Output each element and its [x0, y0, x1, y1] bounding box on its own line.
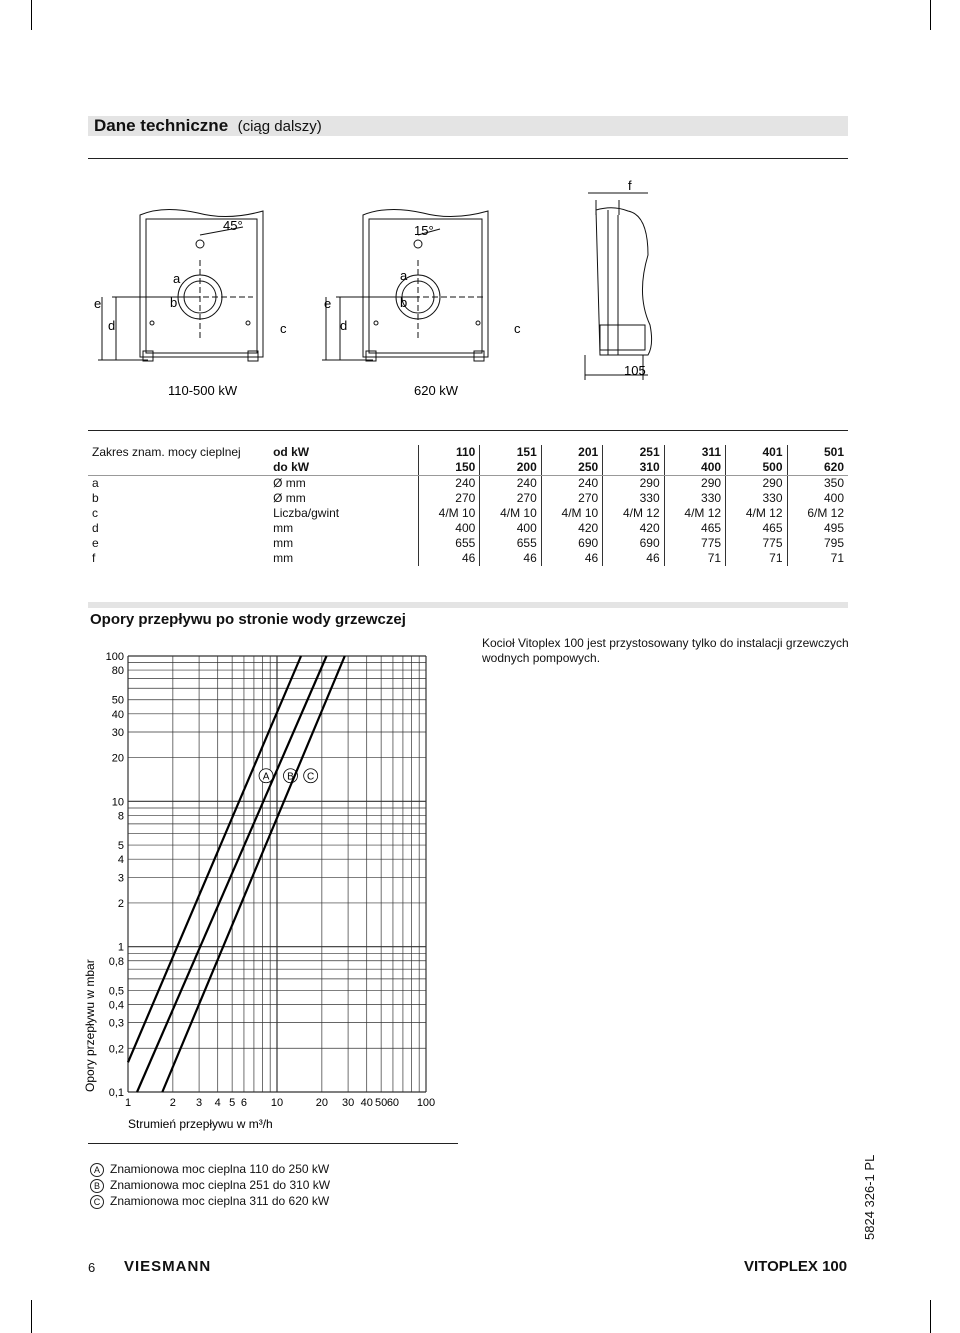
- spec-value: 290: [726, 476, 787, 492]
- spec-value: 290: [664, 476, 725, 492]
- model-label-2: 620 kW: [414, 383, 459, 398]
- divider: [88, 430, 848, 431]
- spec-row: [88, 491, 848, 506]
- spec-value: 401: [726, 445, 787, 460]
- spec-value: 311: [664, 445, 725, 460]
- dim-105: 105: [624, 363, 646, 378]
- dim-e: e: [94, 296, 102, 311]
- spec-unit: od kW: [273, 445, 310, 459]
- spec-key: [88, 460, 269, 476]
- spec-row: [88, 551, 848, 566]
- spec-value: 620: [787, 460, 848, 476]
- chart-legend: [90, 1162, 330, 1210]
- spec-value: 71: [787, 551, 848, 566]
- y-tick-label: 4: [117, 854, 124, 867]
- crop-mark: [31, 0, 32, 30]
- spec-value: 655: [418, 536, 479, 551]
- x-tick-label: 100: [416, 1097, 436, 1109]
- title-main: Dane techniczne: [94, 116, 229, 135]
- y-tick-label: 0,8: [108, 955, 124, 968]
- spec-key: b: [92, 491, 99, 505]
- series-label-A: A: [262, 771, 270, 783]
- spec-key: d: [92, 521, 99, 535]
- spec-value: 420: [541, 521, 602, 536]
- spec-unit: Ø mm: [273, 476, 306, 490]
- series-line-B: [137, 656, 326, 1092]
- y-tick-label: 3: [117, 872, 124, 885]
- spec-value: 110: [418, 445, 479, 460]
- y-tick-label: 5: [117, 840, 124, 853]
- spec-key: Zakres znam. mocy cieplnej: [92, 445, 241, 459]
- x-tick-label: 40: [360, 1097, 373, 1109]
- spec-value: 270: [418, 491, 479, 506]
- spec-value: 290: [603, 476, 664, 492]
- spec-value: 655: [480, 536, 541, 551]
- spec-value: 400: [664, 460, 725, 476]
- spec-row: [88, 506, 848, 521]
- spec-row: [88, 536, 848, 551]
- y-tick-label: 30: [111, 726, 124, 739]
- model-label-1: 110-500 kW: [168, 383, 238, 398]
- legend-item: [90, 1178, 330, 1194]
- spec-value: 465: [726, 521, 787, 536]
- spec-value: 4/M 12: [726, 506, 787, 521]
- pressure-drop-chart: [80, 640, 460, 1140]
- x-tick-label: 30: [341, 1097, 355, 1109]
- spec-value: 4/M 10: [480, 506, 541, 521]
- x-axis-label: Strumień przepływu w m³/h: [128, 1117, 273, 1131]
- spec-value: 330: [726, 491, 787, 506]
- angle-45-label: 45°: [223, 218, 243, 233]
- spec-value: 6/M 12: [787, 506, 848, 521]
- dim-c: c: [280, 321, 287, 336]
- page-number: 6: [88, 1260, 96, 1275]
- y-tick-label: 0,3: [108, 1017, 124, 1030]
- angle-15-label: 15°: [414, 223, 434, 238]
- legend-text: Znamionowa moc cieplna 110 do 250 kW: [110, 1162, 330, 1176]
- legend-item: [90, 1194, 330, 1210]
- divider: [88, 1143, 458, 1144]
- spec-value: 775: [664, 536, 725, 551]
- spec-value: 400: [418, 521, 479, 536]
- spec-value: 201: [541, 445, 602, 460]
- spec-value: 46: [541, 551, 602, 566]
- crop-mark: [930, 1300, 931, 1333]
- crop-mark: [31, 1300, 32, 1333]
- spec-row: [88, 460, 848, 476]
- legend-item: [90, 1162, 330, 1178]
- x-tick-label: 1: [124, 1097, 132, 1109]
- spec-unit: mm: [273, 551, 294, 565]
- y-tick-label: 80: [111, 665, 124, 678]
- series-label-C: C: [307, 771, 315, 783]
- legend-marker: C: [90, 1195, 104, 1209]
- legend-text: Znamionowa moc cieplna 251 do 310 kW: [110, 1178, 331, 1192]
- x-tick-label: 10: [270, 1097, 284, 1109]
- y-tick-label: 20: [111, 752, 124, 765]
- spec-value: 495: [787, 521, 848, 536]
- series-label-B: B: [287, 771, 294, 783]
- crop-mark: [930, 0, 931, 30]
- spec-value: 310: [603, 460, 664, 476]
- dim-d: d: [108, 318, 116, 333]
- spec-value: 690: [541, 536, 602, 551]
- spec-value: 46: [480, 551, 541, 566]
- legend-marker: B: [90, 1179, 104, 1193]
- dim-a: a: [173, 271, 181, 286]
- x-tick-label: 3: [196, 1097, 203, 1109]
- spec-unit: mm: [273, 521, 294, 535]
- dim-c-2: c: [514, 321, 521, 336]
- page-title: [94, 116, 322, 136]
- spec-value: 71: [664, 551, 725, 566]
- spec-value: 465: [664, 521, 725, 536]
- spec-unit: Liczba/gwint: [273, 506, 340, 520]
- spec-value: 46: [603, 551, 664, 566]
- dimension-drawings: [88, 175, 848, 405]
- series-line-C: [162, 656, 344, 1092]
- spec-value: 420: [603, 521, 664, 536]
- dim-f: f: [628, 178, 632, 193]
- spec-value: 240: [418, 476, 479, 492]
- spec-value: 150: [418, 460, 479, 476]
- dim-b: b: [170, 295, 178, 310]
- spec-key: a: [92, 476, 99, 490]
- spec-value: 151: [480, 445, 541, 460]
- spec-value: 46: [418, 551, 479, 566]
- legend-text: Znamionowa moc cieplna 311 do 620 kW: [110, 1194, 330, 1208]
- spec-value: 330: [603, 491, 664, 506]
- legend-marker: A: [90, 1163, 104, 1177]
- brand-logo: VIESMANN: [124, 1258, 212, 1275]
- x-tick-label: 20: [315, 1097, 328, 1109]
- spec-value: 250: [541, 460, 602, 476]
- spec-value: 4/M 12: [664, 506, 725, 521]
- y-tick-label: 1: [117, 941, 124, 954]
- spec-value: 501: [787, 445, 848, 460]
- spec-key: c: [92, 506, 98, 520]
- spec-value: 500: [726, 460, 787, 476]
- spec-unit: Ø mm: [273, 491, 306, 505]
- dim-b-2: b: [400, 295, 408, 310]
- y-tick-label: 0,4: [108, 999, 124, 1012]
- doc-code: 5824 326-1 PL: [862, 1154, 877, 1240]
- spec-unit: mm: [273, 536, 294, 550]
- section-bar: [88, 602, 848, 608]
- spec-row: [88, 476, 848, 492]
- y-tick-label: 0,2: [108, 1043, 124, 1056]
- spec-table: [88, 445, 848, 566]
- section-note: Kocioł Vitoplex 100 jest przystosowany tylko do instalacji grzewczych wodnych pompowych.: [482, 636, 849, 665]
- spec-value: 330: [664, 491, 725, 506]
- spec-key: f: [92, 551, 96, 565]
- spec-value: 795: [787, 536, 848, 551]
- spec-value: 4/M 12: [603, 506, 664, 521]
- spec-value: 775: [726, 536, 787, 551]
- x-tick-label: 4: [214, 1097, 221, 1109]
- product-name: VITOPLEX 100: [744, 1258, 848, 1275]
- spec-value: 251: [603, 445, 664, 460]
- y-tick-label: 10: [111, 796, 124, 809]
- dim-e-2: e: [324, 296, 332, 311]
- dim-a-2: a: [400, 268, 408, 283]
- spec-value: 240: [480, 476, 541, 492]
- y-tick-label: 40: [111, 708, 124, 721]
- y-tick-label: 0,1: [108, 1087, 124, 1099]
- x-tick-label: 60: [386, 1097, 400, 1109]
- spec-value: 350: [787, 476, 848, 492]
- spec-value: 270: [480, 491, 541, 506]
- section-title: Opory przepływu po stronie wody grzewczej: [90, 611, 406, 628]
- spec-unit: do kW: [269, 460, 418, 476]
- spec-value: 240: [541, 476, 602, 492]
- y-tick-label: 0,5: [108, 985, 124, 998]
- x-tick-label: 50: [375, 1097, 388, 1109]
- x-tick-label: 6: [240, 1097, 248, 1109]
- divider: [88, 158, 848, 159]
- dim-d-2: d: [340, 318, 348, 333]
- spec-value: 4/M 10: [541, 506, 602, 521]
- spec-value: 400: [480, 521, 541, 536]
- spec-value: 400: [787, 491, 848, 506]
- y-axis-label: Opory przepływu w mbar: [83, 959, 97, 1092]
- y-tick-label: 100: [105, 651, 124, 663]
- spec-value: 71: [726, 551, 787, 566]
- title-sub: (ciąg dalszy): [237, 118, 322, 135]
- spec-value: 270: [541, 491, 602, 506]
- y-tick-label: 50: [111, 694, 124, 707]
- spec-key: e: [92, 536, 99, 550]
- spec-value: 4/M 10: [418, 506, 479, 521]
- spec-row: [88, 521, 848, 536]
- x-tick-label: 2: [169, 1097, 176, 1109]
- y-tick-label: 8: [117, 810, 124, 823]
- spec-value: 200: [480, 460, 541, 476]
- x-tick-label: 5: [229, 1097, 236, 1109]
- spec-value: 690: [603, 536, 664, 551]
- y-tick-label: 2: [117, 897, 124, 910]
- spec-row: [88, 445, 848, 460]
